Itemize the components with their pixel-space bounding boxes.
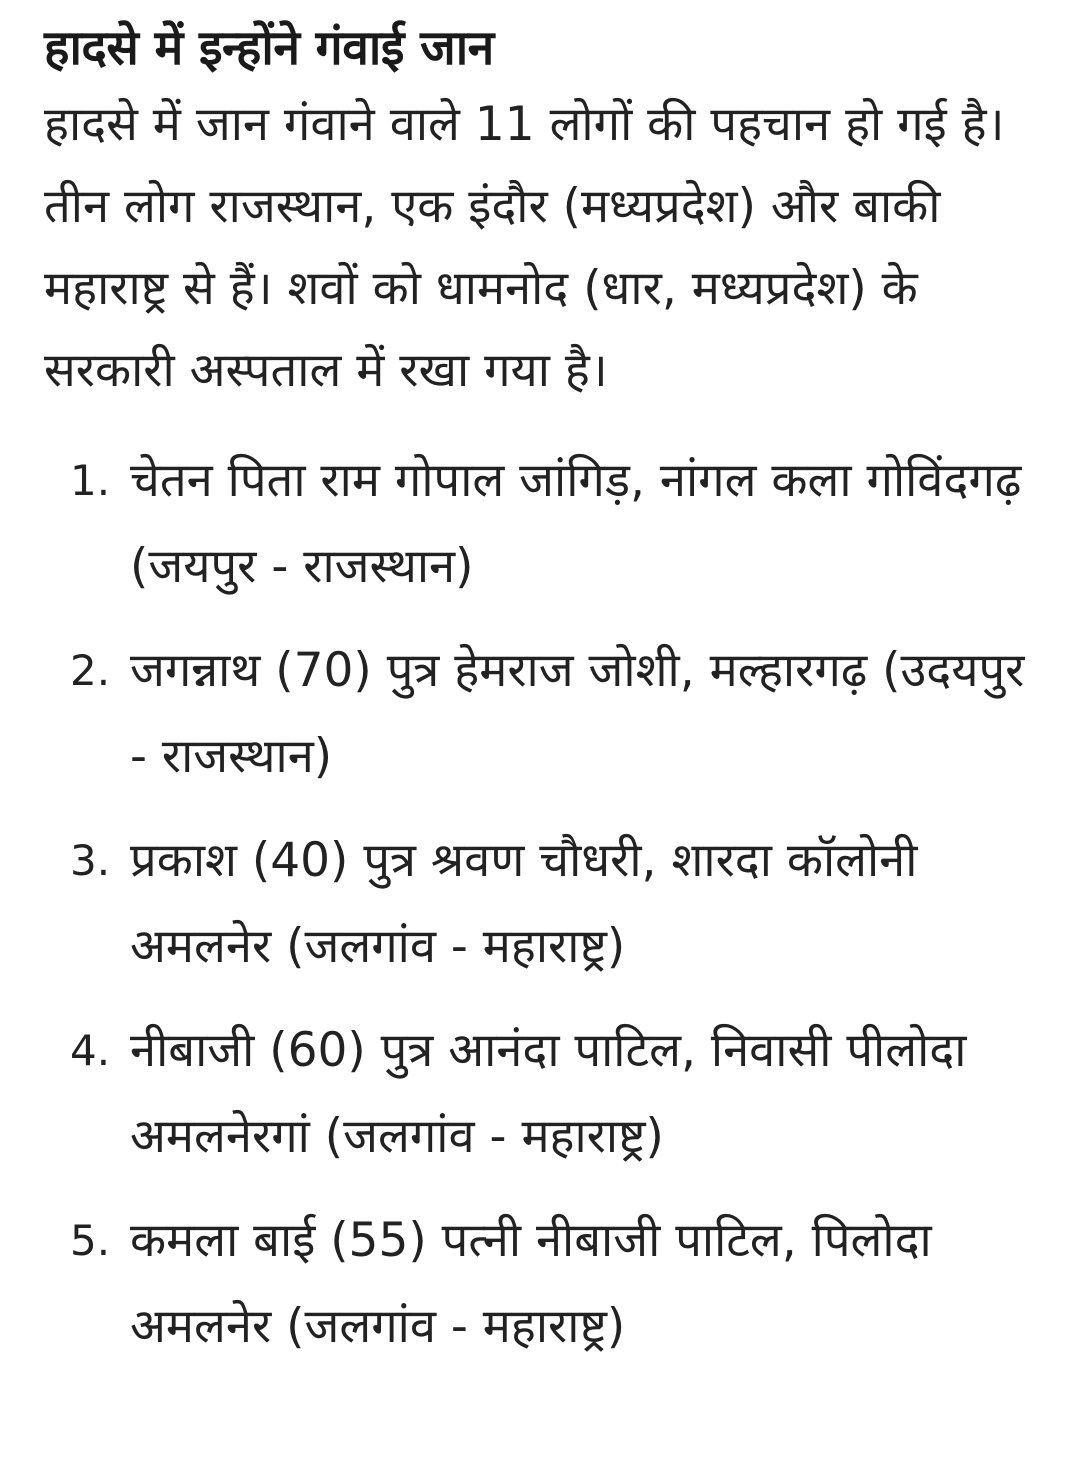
list-item-text: नीबाजी (60) पुत्र आनंदा पाटिल, निवासी पीलोदा अमलनेरगां (जलगांव - महाराष्ट्र): [130, 1023, 967, 1164]
list-item-number: 4.: [70, 1026, 111, 1075]
list-item: [44, 1008, 1044, 1180]
list-item-number: 1.: [70, 456, 111, 505]
list-item-text: जगन्नाथ (70) पुत्र हेमराज जोशी, मल्हारगढ़ (उदयपुर - राजस्थान): [130, 643, 1025, 784]
list-item-text: प्रकाश (40) पुत्र श्रवण चौधरी, शारदा कॉलोनी अमलनेर (जलगांव - महाराष्ट्र): [130, 833, 918, 974]
list-item: [44, 628, 1044, 800]
list-item: [44, 438, 1044, 610]
list-item: [44, 1198, 1044, 1370]
list-item-text: चेतन पिता राम गोपाल जांगिड़, नांगल कला गोविंदगढ़ (जयपुर - राजस्थान): [130, 453, 1022, 594]
victims-list: [44, 438, 1044, 1370]
list-item-text: कमला बाई (55) पत्नी नीबाजी पाटिल, पिलोदा अमलनेर (जलगांव - महाराष्ट्र): [130, 1213, 932, 1354]
list-item-number: 3.: [70, 836, 111, 885]
section-heading: हादसे में इन्होंने गंवाई जान: [44, 20, 494, 76]
list-item: [44, 818, 1044, 990]
list-item-number: 5.: [70, 1216, 111, 1265]
list-item-number: 2.: [70, 646, 111, 695]
intro-paragraph: हादसे में जान गंवाने वाले 11 लोगों की पहचान हो गई है। तीन लोग राजस्थान, एक इंदौर (मध्यप्रदेश) और बाकी महाराष्ट्र से हैं। शवों को धामनोद (धार, मध्यप्रदेश) के सरकारी अस्पताल में रखा गया है।: [44, 97, 1005, 398]
article-body: [44, 16, 1044, 1388]
